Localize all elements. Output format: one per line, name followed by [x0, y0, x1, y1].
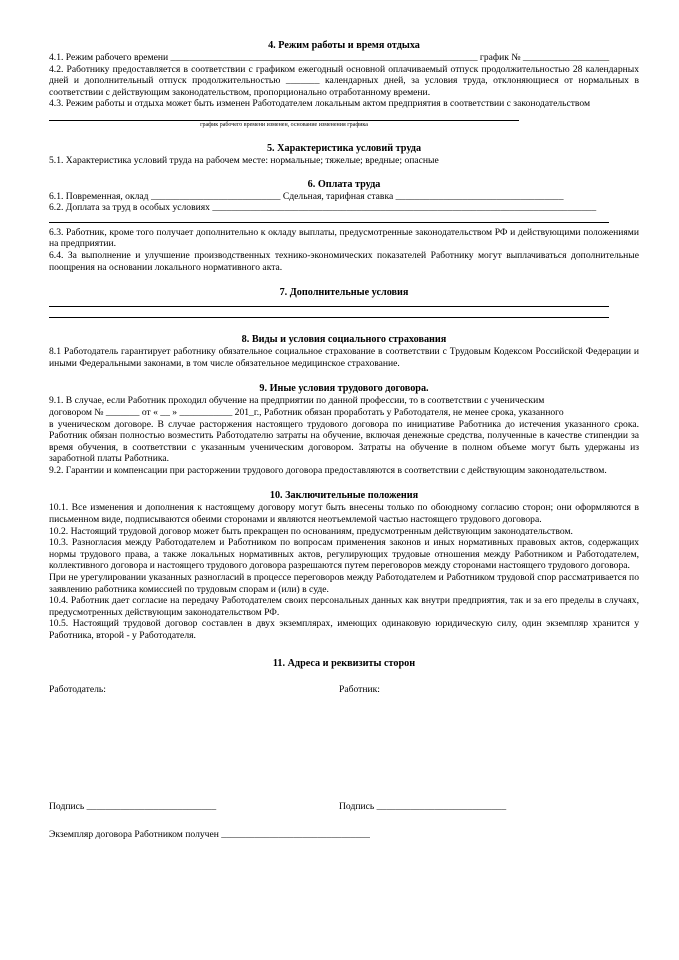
section-9-title: 9. Иные условия трудового договора. [259, 383, 429, 395]
section-6-title: 6. Оплата труда [307, 178, 381, 190]
clause-10-2: 10.2. Настоящий трудовой договор может быть прекращен по основаниям, предусмотренным действующим законодательством. [49, 525, 573, 537]
clause-8-1: 8.1 Работодатель гарантирует работнику обязательное социальное страхование в соответствии с Трудовым Кодексом Российской Федерации и иными Федеральными законами, в том числе обязательное медицинское страхование. [49, 346, 639, 369]
signatures-row [49, 801, 639, 815]
employer-signature: Подпись ___________________________ [49, 800, 217, 812]
clause-6-3: 6.3. Работник, кроме того получает дополнительно к окладу выплаты, предусмотренные законодательством РФ и действующими положениями на предприятии. [49, 226, 639, 250]
clause-10-1: 10.1. Все изменения и дополнения к настоящему договору могут быть внесены только по обоюдному согласию сторон; они оформляются в письменном виде, подписываются обеими сторонами и являются неотъемлемой частью настоящего трудового договора. [49, 502, 639, 526]
contract-page [49, 40, 639, 840]
clause-4-3: 4.3. Режим работы и отдыха может быть изменен Работодателем локальным актом предприятия в соответствии с законодательством [49, 98, 591, 110]
section-4-title: 4. Режим работы и время отдыха [268, 40, 420, 51]
fill-line-caption: график рабочего времени изменен, основание изменения графика [200, 121, 368, 128]
clause-6-1: 6.1. Повременная, оклад ___________________________ Сдельная, тарифная ставка ___________________________________ [49, 190, 564, 202]
clause-9-1-line-1: 9.1. В случае, если Работник проходил обучение на предприятии по данной профессии, то в соответствии с ученическим [49, 395, 545, 407]
clause-10-3: 10.3. Разногласия между Работодателем и Работником по вопросам применения законов и иных нормативных правовых актов, содержащих нормы трудового права, а также локальных нормативных актов, регулирующих трудовые отношения между Работником и Работодателем, коллективного договора и настоящего трудового договора разрешаются путем переговоров между сторонами настоящего трудового договора. [49, 537, 639, 572]
clause-9-1-line-2: договором № _______ от « __ » ___________ 201_г., Работник обязан проработать у Работодателя, не менее срока, указанного [49, 406, 564, 418]
employee-signature: Подпись ___________________________ [339, 800, 507, 812]
copy-received-line: Экземпляр договора Работником получен _______________________________ [49, 828, 370, 840]
section-10-title: 10. Заключительные положения [269, 490, 419, 502]
fill-line [49, 306, 609, 307]
parties-row [49, 684, 639, 698]
clause-4-2: 4.2. Работнику предоставляется в соответствии с графиком ежегодный основной оплачиваемый отпуск продолжительностью 28 календарных дней и дополнительный отпуск продолжительностью _______ календарных дней, за условия труда, отклоняющиеся от нормальных в соответствии с действующим законодательством, пропорционально отработанному времени. [49, 63, 639, 98]
clause-9-2: 9.2. Гарантии и компенсации при расторжении трудового договора предоставляются в соответствии с действующим законодательством. [49, 464, 607, 476]
clause-10-4: 10.4. Работник дает согласие на передачу Работодателем своих персональных данных как внутри предприятия, так и за его пределы в случаях, предусмотренных действующим законодательством РФ. [49, 595, 639, 618]
employer-label: Работодатель: [49, 683, 106, 695]
clause-10-5: 10.5. Настоящий трудовой договор составлен в двух экземплярах, имеющих одинаковую юридическую силу, один экземпляр хранится у Работника, второй - у Работодателя. [49, 618, 639, 641]
section-11-title: 11. Адреса и реквизиты сторон [272, 657, 416, 669]
clause-10-3-continued: При не урегулировании указанных разногласий в процессе переговоров между Работодателем и Работником трудовой спор рассматривается по заявлению работника комиссией по трудовым спорам и (или) в суде. [49, 572, 639, 595]
section-7-title: 7. Дополнительные условия [279, 287, 409, 299]
clause-6-4: 6.4. За выполнение и улучшение производственных технико-экономических показателей Работнику могут выплачиваться дополнительные поощрения на основании локального нормативного акта. [49, 249, 639, 273]
section-5-title: 5. Характеристика условий труда [266, 142, 422, 154]
clause-4-1: 4.1. Режим рабочего времени ________________________________________________________________ график № __________________ [49, 52, 610, 63]
employee-label: Работник: [339, 683, 380, 695]
fill-line [49, 317, 609, 318]
fill-line [49, 222, 609, 223]
clause-6-2: 6.2. Доплата за труд в особых условиях ________________________________________________________________________________ [49, 202, 597, 214]
section-8-title: 8. Виды и условия социального страхования [241, 334, 447, 346]
clause-5-1: 5.1. Характеристика условий труда на рабочем месте: нормальные; тяжелые; вредные; опасные [49, 154, 439, 166]
clause-9-1-body: в ученическом договоре. В случае расторжения настоящего трудового договора по инициативе Работника до истечения указанного срока. Работник обязан полностью возместить Работодателю затраты на обучение, включая денежные средства, полученные в качестве стипендии за время обучения, в соответствии с указанным ученическим договором. Затраты на обучение в полном объеме могут быть удержаны из заработной платы Работника. [49, 418, 639, 465]
